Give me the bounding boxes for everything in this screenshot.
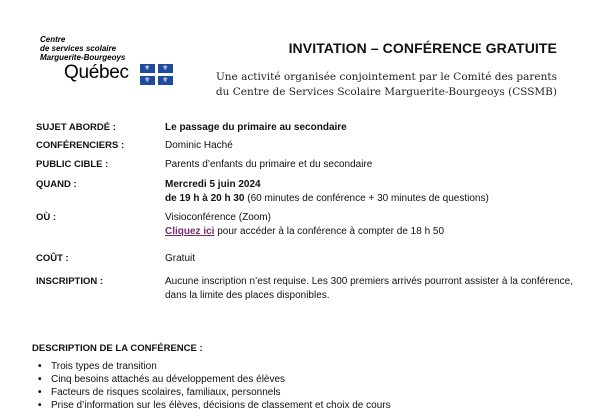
subtitle-line: du Centre de Services Scolaire Marguerite-Bourgeoys (CSSMB) [215, 86, 557, 98]
sujet-value: Le passage du primaire au secondaire [165, 122, 347, 133]
zoom-link[interactable]: Cliquez ici [165, 226, 215, 237]
quand-time-note: (60 minutes de conférence + 30 minutes de questions) [244, 193, 489, 204]
public-label: PUBLIC CIBLE : [36, 159, 109, 170]
cssmb-quebec-logo [37, 35, 197, 87]
list-item: • Cinq besoins attachés au développement des élèves [36, 373, 391, 386]
ou-label: OÙ : [36, 212, 57, 223]
ou-link-line [165, 225, 575, 239]
logo-org-line: Marguerite-Bourgeoys [40, 53, 126, 62]
document-title: INVITATION – CONFÉRENCE GRATUITE [288, 40, 557, 56]
ou-place: Visioconférence (Zoom) [165, 212, 271, 223]
inscription-value: Aucune inscription n’est requise. Les 300 premiers arrivés pourront assister à la conférence, dans la limite des places disponibles. [165, 276, 573, 301]
sujet-label: SUJET ABORDÉ : [36, 122, 116, 133]
public-value: Parents d’enfants du primaire et du secondaire [165, 159, 373, 170]
cout-value: Gratuit [165, 253, 196, 264]
conferenciers-label: CONFÉRENCIERS : [36, 140, 125, 151]
quebec-wordmark: Québec [64, 62, 129, 83]
list-item: • Prise d’information sur les élèves, décisions de classement et choix de cours [36, 399, 391, 412]
list-item: • Facteurs de risques scolaires, familiaux, personnels [36, 386, 391, 399]
logo-org-line: de services scolaire [40, 44, 117, 53]
quand-value [165, 178, 575, 206]
quand-label: QUAND : [36, 179, 77, 190]
quebec-flag-icon: ⚜ ⚜ ⚜ ⚜ [140, 64, 173, 85]
ou-link-suffix: pour accéder à la conférence à compter de 18 h 50 [214, 226, 445, 237]
inscription-label: INSCRIPTION : [36, 276, 104, 287]
cout-label: COÛT : [36, 253, 69, 264]
ou-value [165, 211, 575, 239]
subtitle-line: Une activité organisée conjointement par le Comité des parents [215, 71, 557, 83]
logo-organization-name [40, 35, 125, 62]
description-list [36, 360, 391, 412]
description-heading: DESCRIPTION DE LA CONFÉRENCE : [32, 343, 203, 354]
document-subtitle [216, 70, 557, 100]
list-item: • Trois types de transition [36, 360, 391, 373]
quand-date: Mercredi 5 juin 2024 [165, 179, 261, 190]
conferenciers-value: Dominic Haché [165, 140, 233, 151]
logo-org-line: Centre [40, 35, 66, 44]
quand-time-line [165, 192, 575, 206]
quand-time: de 19 h à 20 h 30 [165, 193, 245, 204]
